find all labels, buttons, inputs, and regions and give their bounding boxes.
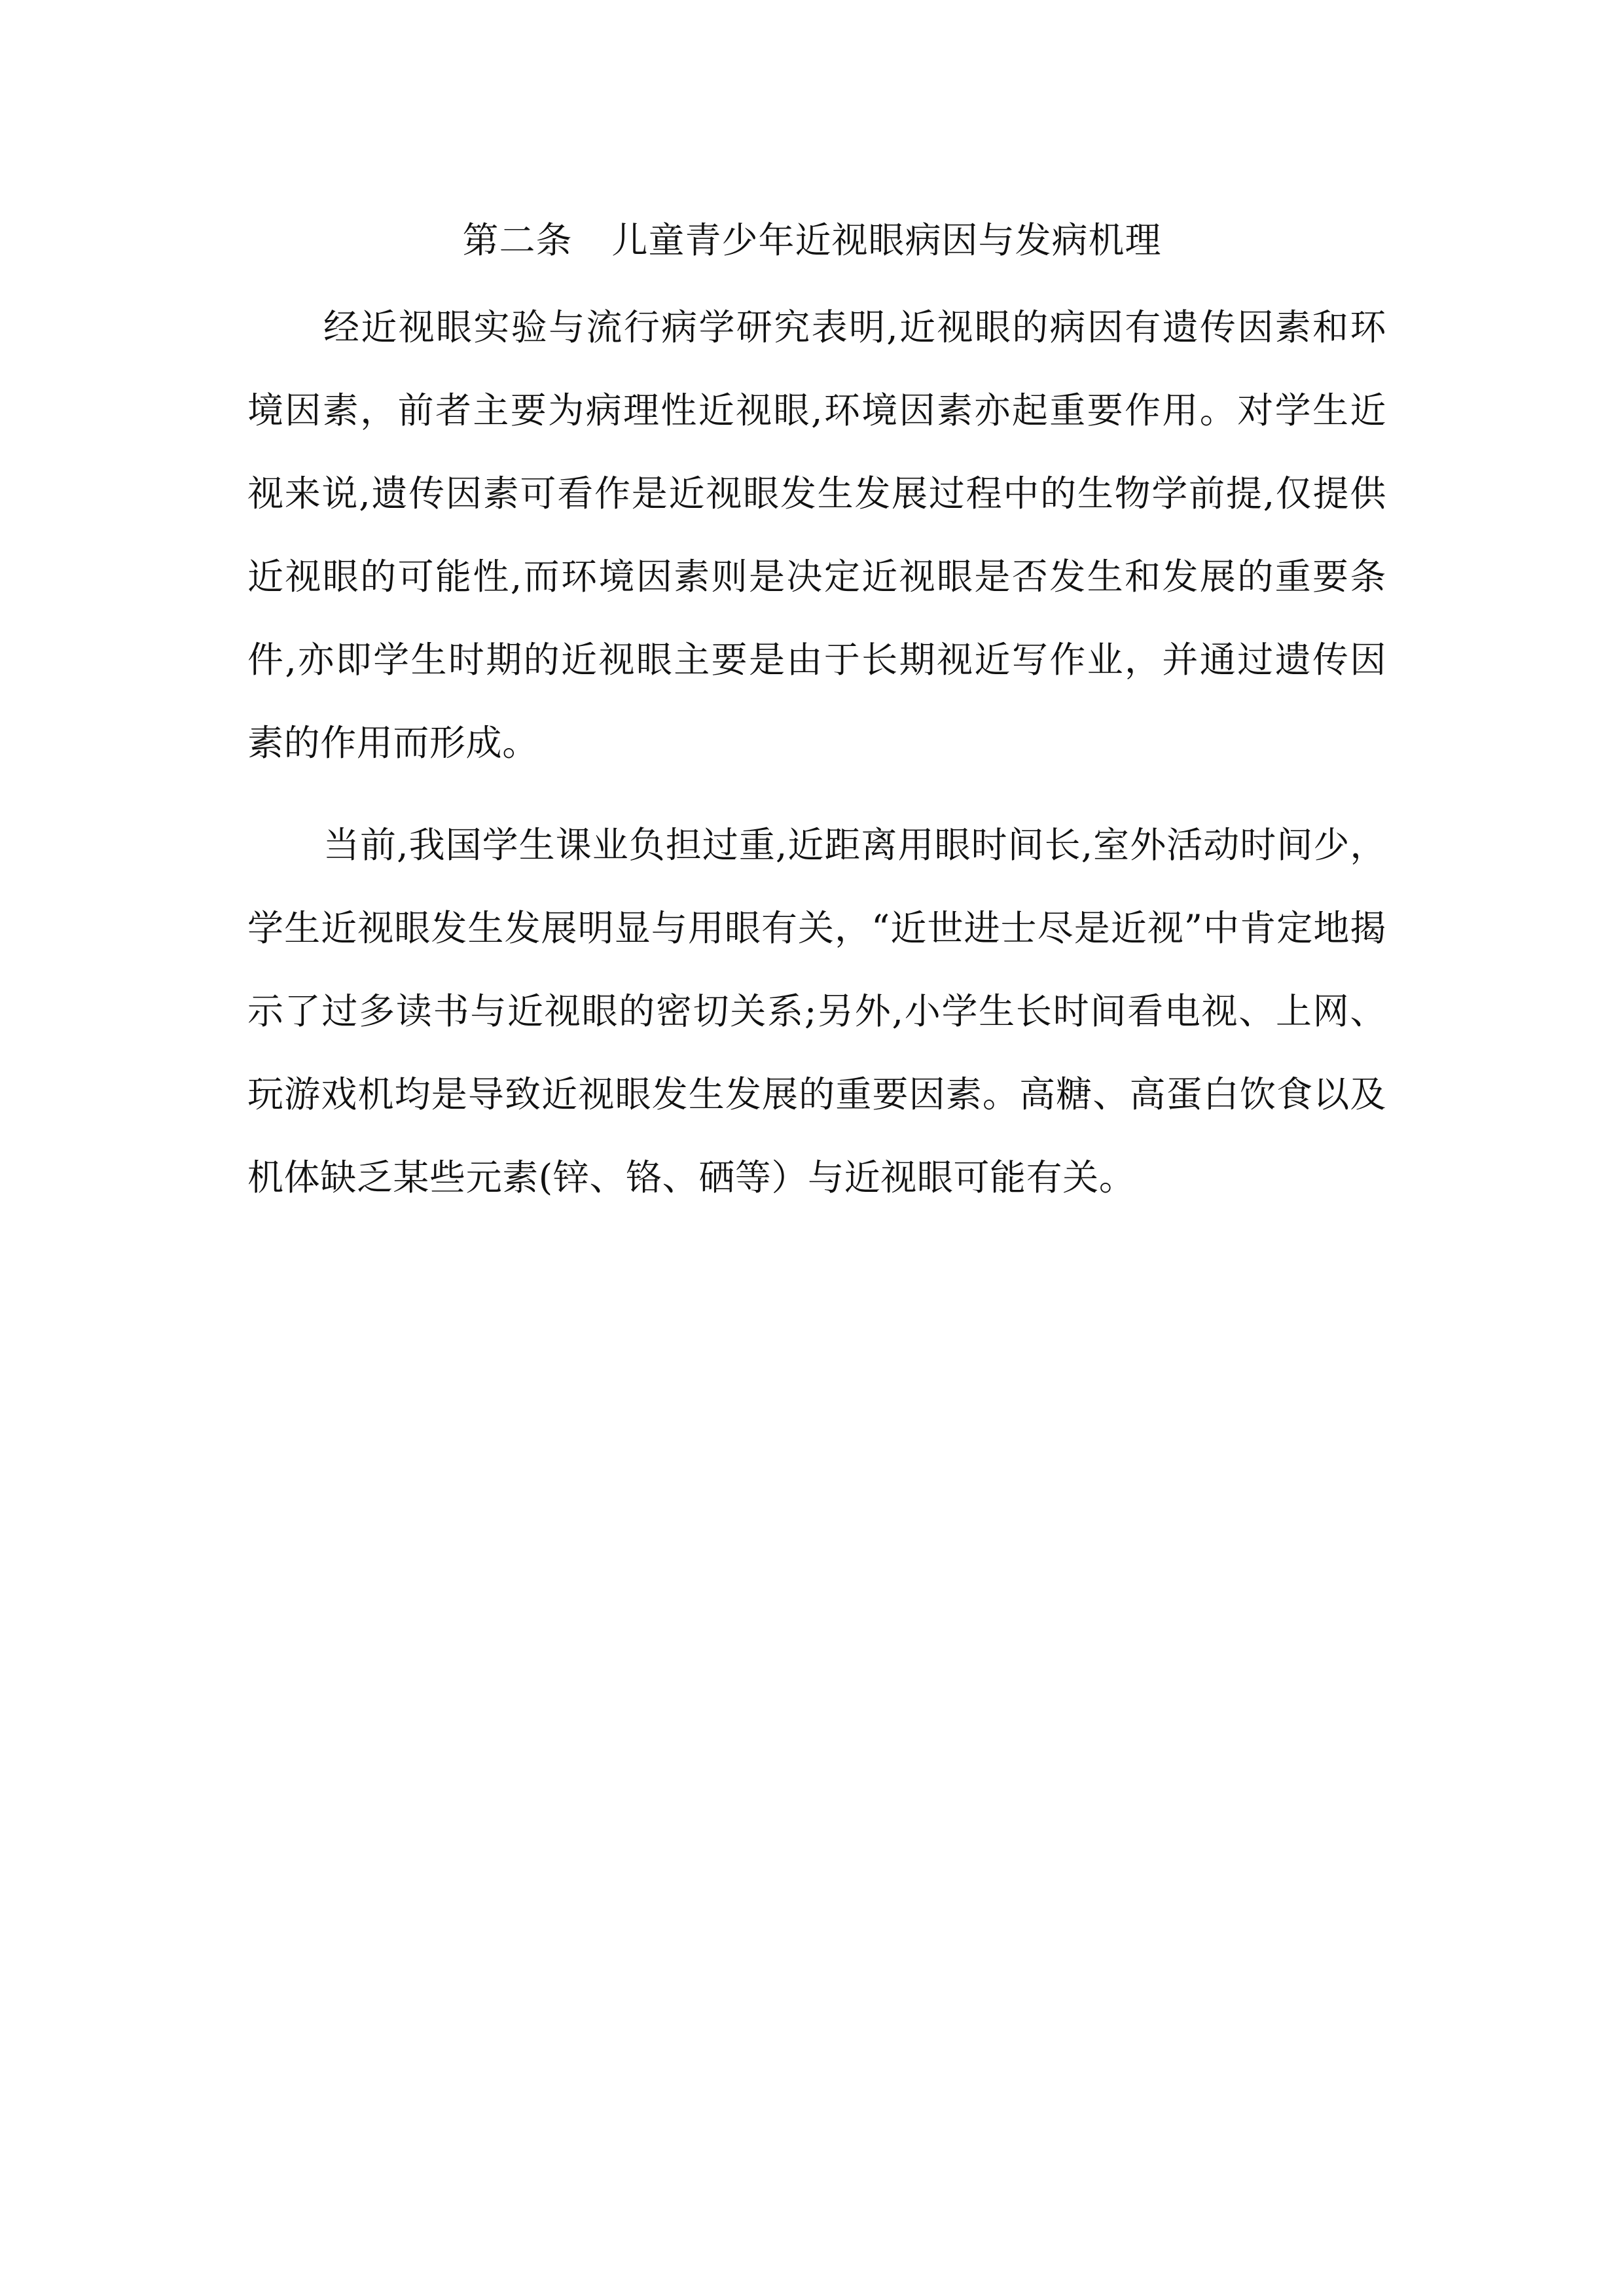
paragraph-etiology: 经近视眼实验与流行病学研究表明,近视眼的病因有遗传因素和环境因素，前者主要为病理性近视眼,环境因素亦起重要作用。对学生近视来说,遗传因素可看作是近视眼发生发展过程中的生物学前提,仅提供近视眼的可能性,而环境因素则是决定近视眼是否发生和发展的重要条件,亦即学生时期的近视眼主要是由于长期视近写作业，并通过遗传因素的作用而形成。 (247, 306, 1386, 764)
article-number: 第二条 (462, 219, 573, 261)
paragraph-current-situation: 当前,我国学生课业负担过重,近距离用眼时间长,室外活动时间少，学生近视眼发生发展明显与用眼有关，“近世进士尽是近视”中肯定地揭示了过多读书与近视眼的密切关系;另外,小学生长时间看电视、上网、玩游戏机均是导致近视眼发生发展的重要因素。高糖、高蛋白饮食以及机体缺乏某些元素(锌、铬、硒等）与近视眼可能有关。 (247, 824, 1386, 1198)
page-title (0, 211, 1624, 270)
article-heading: 儿童青少年近视眼病因与发病机理 (611, 219, 1162, 261)
